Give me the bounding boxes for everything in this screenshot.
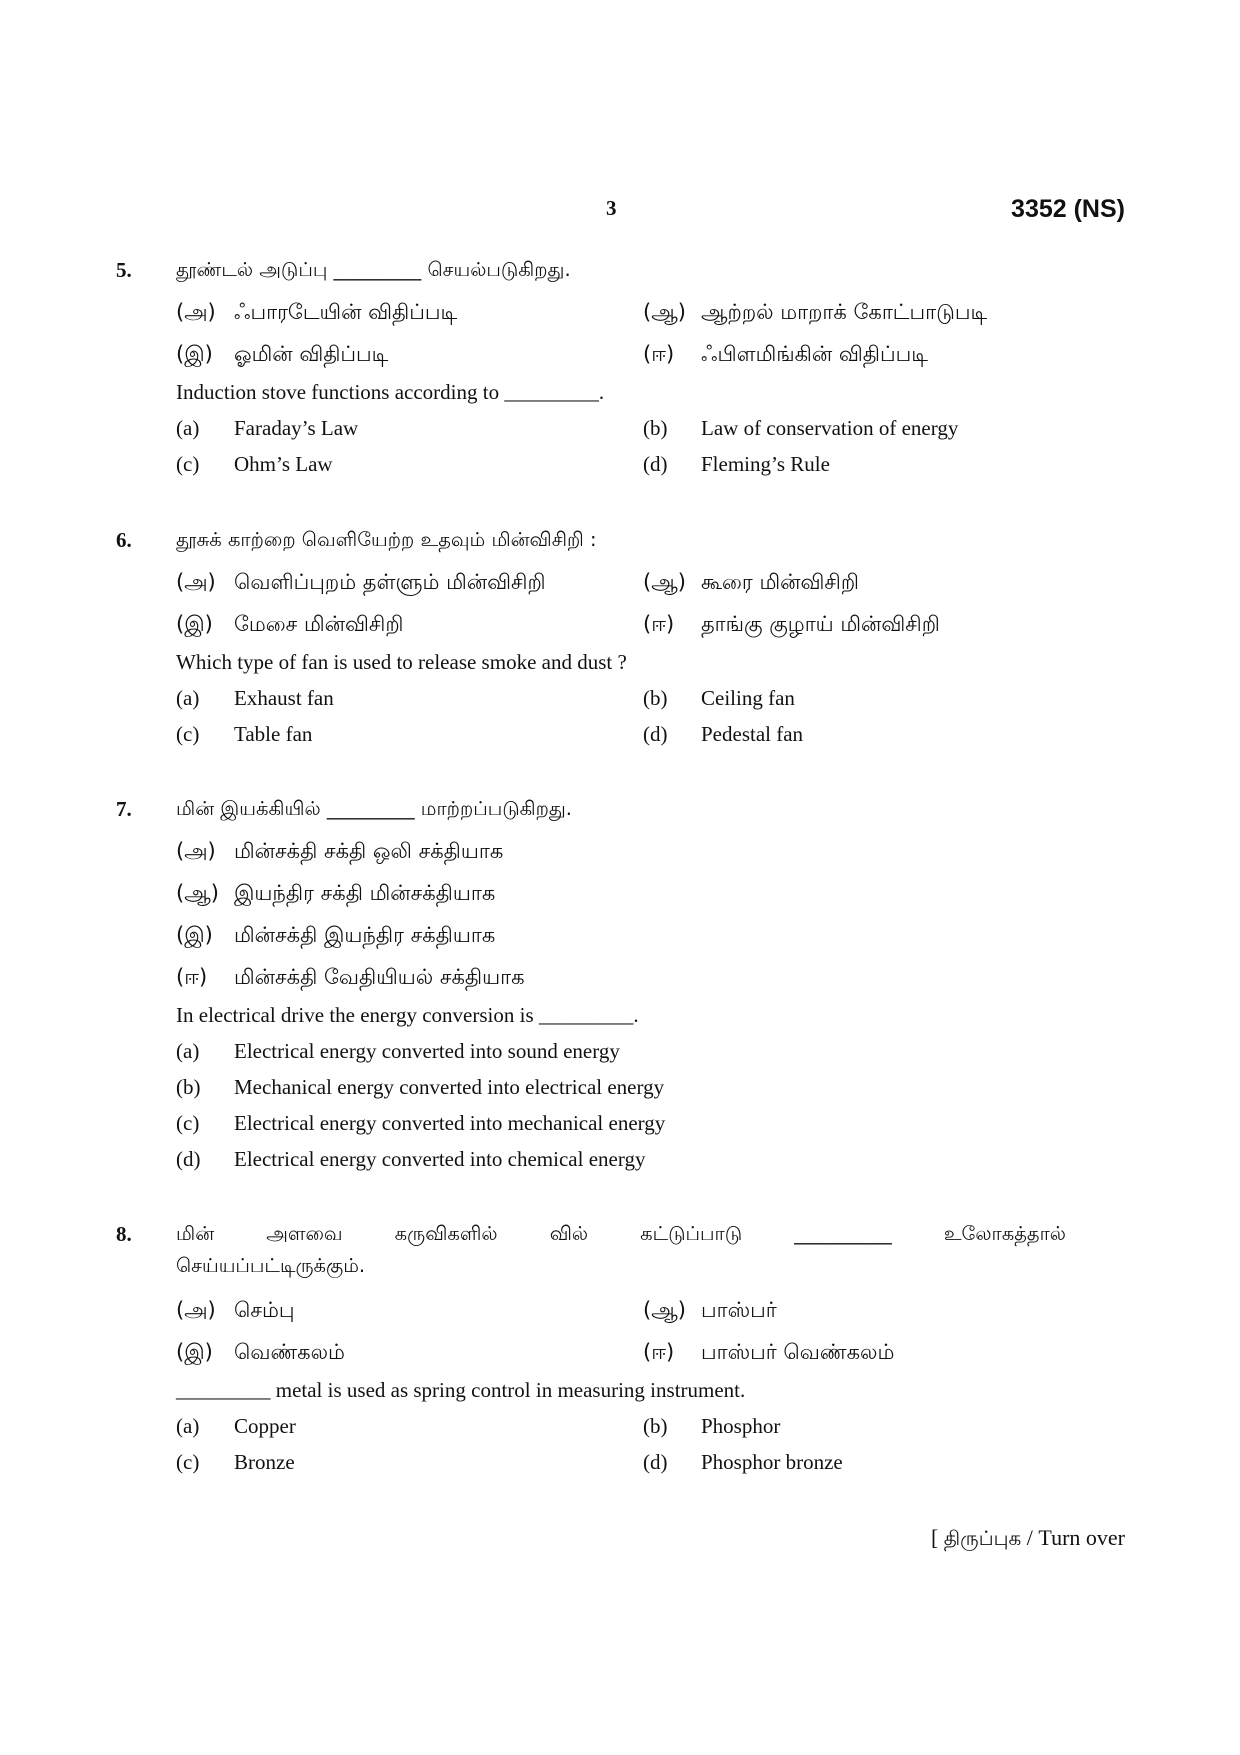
question-number: 7. <box>116 797 132 821</box>
question-number: 5. <box>116 258 132 282</box>
tamil-option: (ஆ) ஆற்றல் மாறாக் கோட்பாடுபடி <box>643 300 988 324</box>
tamil-question-continued: செய்யப்பட்டிருக்கும். <box>176 1254 366 1277</box>
english-option: (a) Exhaust fan <box>176 686 334 710</box>
tamil-option: (இ) மின்சக்தி இயந்திர சக்தியாக <box>176 923 496 947</box>
english-question: Induction stove functions according to _________. <box>176 380 605 404</box>
question-number: 8. <box>116 1222 132 1246</box>
tamil-option: (இ) வெண்கலம் <box>176 1340 345 1364</box>
tamil-option: (ஆ) பாஸ்பர் <box>643 1298 777 1322</box>
tamil-option: (அ) செம்பு <box>176 1298 295 1322</box>
page-number: 3 <box>606 196 617 220</box>
turn-over-note: [ திருப்புக / Turn over <box>930 1525 1125 1550</box>
english-option: (d) Electrical energy converted into chemical energy <box>176 1147 646 1171</box>
english-option: (b) Phosphor <box>643 1414 781 1438</box>
tamil-option: (ஈ) ஃபிளமிங்கின் விதிப்படி <box>643 342 928 366</box>
english-option: (c) Ohm’s Law <box>176 452 333 476</box>
english-option: (d) Phosphor bronze <box>643 1450 843 1474</box>
english-option: (a) Faraday’s Law <box>176 416 359 440</box>
english-option: (c) Table fan <box>176 722 313 746</box>
tamil-question: தூசுக் காற்றை வெளியேற்ற உதவும் மின்விசிறி : <box>176 528 597 551</box>
tamil-question: மின் அளவை கருவிகளில் வில் கட்டுப்பாடு __________ உலோகத்தால் <box>176 1222 1066 1245</box>
tamil-question: மின் இயக்கியில் _________ மாற்றப்படுகிறது. <box>176 797 572 820</box>
tamil-option: (ஆ) இயந்திர சக்தி மின்சக்தியாக <box>176 881 496 905</box>
tamil-option: (அ) வெளிப்புறம் தள்ளும் மின்விசிறி <box>176 570 546 594</box>
tamil-option: (அ) மின்சக்தி சக்தி ஒலி சக்தியாக <box>176 839 504 863</box>
english-option: (c) Electrical energy converted into mechanical energy <box>176 1111 666 1135</box>
english-option: (b) Ceiling fan <box>643 686 795 710</box>
english-option: (a) Electrical energy converted into sound energy <box>176 1039 620 1063</box>
question-number: 6. <box>116 528 132 552</box>
english-question: Which type of fan is used to release smoke and dust ? <box>176 650 627 674</box>
paper-code: 3352 (NS) <box>1011 195 1125 223</box>
english-option: (d) Pedestal fan <box>643 722 804 746</box>
english-option: (b) Mechanical energy converted into electrical energy <box>176 1075 665 1099</box>
tamil-option: (ஈ) பாஸ்பர் வெண்கலம் <box>643 1340 895 1364</box>
english-option: (b) Law of conservation of energy <box>643 416 959 440</box>
tamil-option: (அ) ஃபாரடேயின் விதிப்படி <box>176 300 458 324</box>
tamil-question: தூண்டல் அடுப்பு _________ செயல்படுகிறது. <box>176 258 571 281</box>
tamil-option: (ஈ) தாங்கு குழாய் மின்விசிறி <box>643 612 940 636</box>
tamil-option: (ஆ) கூரை மின்விசிறி <box>643 570 859 594</box>
tamil-option: (ஈ) மின்சக்தி வேதியியல் சக்தியாக <box>176 965 525 989</box>
english-option: (a) Copper <box>176 1414 296 1438</box>
english-question: _________ metal is used as spring control in measuring instrument. <box>176 1378 746 1402</box>
tamil-option: (இ) ஓமின் விதிப்படி <box>176 342 389 366</box>
english-question: In electrical drive the energy conversion is _________. <box>176 1003 639 1027</box>
english-option: (c) Bronze <box>176 1450 295 1474</box>
tamil-option: (இ) மேசை மின்விசிறி <box>176 612 404 636</box>
english-option: (d) Fleming’s Rule <box>643 452 830 476</box>
